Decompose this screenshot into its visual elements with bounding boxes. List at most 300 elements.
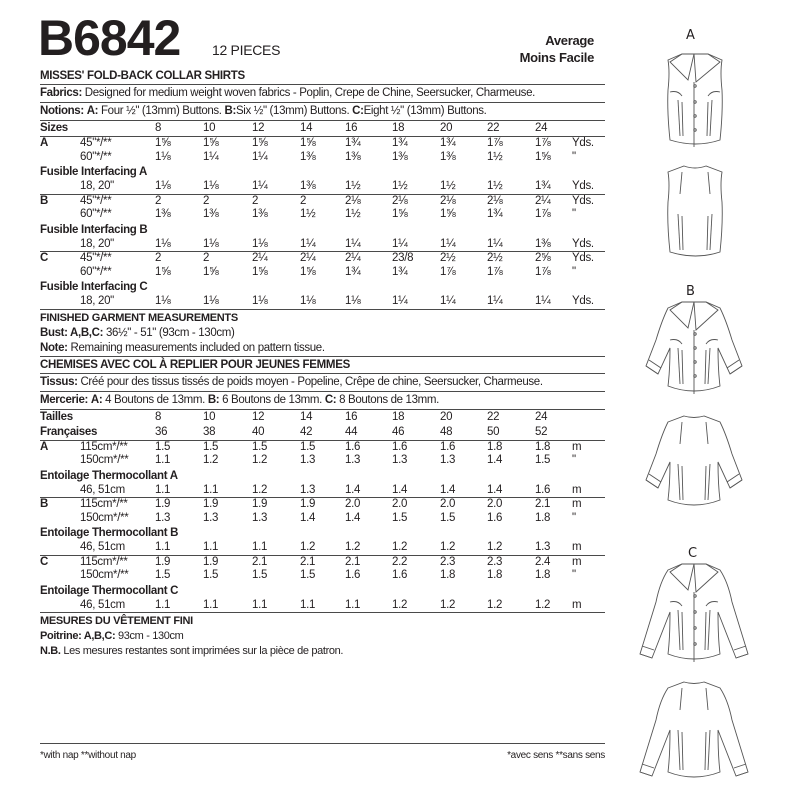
footnote-en: *with nap **without nap xyxy=(40,750,136,761)
cell: 1.1 xyxy=(203,483,219,496)
cell: 2.1 xyxy=(300,555,316,568)
unit: " xyxy=(572,265,576,278)
english-title: MISSES' FOLD-BACK COLLAR SHIRTS xyxy=(40,70,245,82)
cell: 1⅜ xyxy=(440,150,456,163)
mercerie-a-label: A: xyxy=(90,393,103,406)
cell: 1.3 xyxy=(535,541,551,553)
unit: " xyxy=(572,454,576,466)
cell: 23/8 xyxy=(392,252,414,264)
cell: 1.2 xyxy=(487,541,503,553)
cell: 1½ xyxy=(392,180,408,192)
cell: 1.9 xyxy=(155,498,171,510)
cell: 2.1 xyxy=(535,498,551,510)
cell: 2¼ xyxy=(300,252,316,264)
view-label: C xyxy=(40,555,49,568)
table-row xyxy=(40,512,605,526)
metrage-view-c xyxy=(40,556,605,613)
unit: Yds. xyxy=(572,252,594,264)
cell: 1⅞ xyxy=(487,265,503,278)
fabrics-label: Fabrics: xyxy=(40,87,82,99)
cell: 1¾ xyxy=(345,137,361,149)
cell: 1.1 xyxy=(155,483,171,496)
table-row xyxy=(40,195,605,209)
cell: 1⅝ xyxy=(300,137,316,149)
nb-text: Les mesures restantes sont imprimées sur la pièce de patron. xyxy=(63,645,344,657)
french-size-col: 48 xyxy=(440,425,453,438)
cell: 1.1 xyxy=(252,598,268,611)
size-col: 8 xyxy=(155,122,162,134)
cell: 1⅛ xyxy=(300,295,316,307)
cell: 2⅛ xyxy=(440,194,456,207)
tissus-text: Créé pour des tissus tissés de poids moyen - Popeline, Crêpe de chine, Seersucker, Charmeuse. xyxy=(80,375,543,388)
unit: Yds. xyxy=(572,137,594,149)
interfacing-label-row xyxy=(40,222,605,238)
interfacing-label-row xyxy=(40,279,605,295)
cell: 1⅞ xyxy=(535,137,551,149)
cell: 2.3 xyxy=(440,555,456,568)
table-row xyxy=(40,569,605,583)
french-size-col: 36 xyxy=(155,425,168,438)
cell: 1.5 xyxy=(203,440,219,453)
cell: 1.1 xyxy=(300,598,316,611)
cell: 2 xyxy=(300,194,307,207)
mercerie-c: 8 Boutons de 13mm. xyxy=(339,393,439,406)
cell: 1¼ xyxy=(252,150,268,163)
cell: 1¼ xyxy=(252,180,268,192)
cell: 1.8 xyxy=(440,569,456,581)
unit: " xyxy=(572,511,576,524)
size-col: 20 xyxy=(440,122,453,134)
cell: 1⅛ xyxy=(155,180,171,192)
cell: 1.1 xyxy=(203,598,219,611)
cell: 1.2 xyxy=(440,541,456,553)
nb-line xyxy=(40,644,605,659)
cell: 1.6 xyxy=(535,483,551,496)
fabric-width: 60"*/** xyxy=(80,150,112,163)
cell: 1⅜ xyxy=(345,150,361,163)
interfacing-label-row xyxy=(40,164,605,180)
table-row xyxy=(40,137,605,151)
unit: m xyxy=(572,483,582,496)
cell: 1⅜ xyxy=(252,208,268,220)
size-col: 10 xyxy=(203,410,216,423)
cell: 1.5 xyxy=(252,569,268,581)
cell: 1.1 xyxy=(155,598,171,611)
cell: 2⅝ xyxy=(535,252,551,264)
size-col: 8 xyxy=(155,410,162,423)
cell: 1¼ xyxy=(392,295,408,307)
unit: Yds. xyxy=(572,194,594,207)
fabric-width: 45"*/** xyxy=(80,252,112,264)
size-col: 18 xyxy=(392,410,405,423)
unit: m xyxy=(572,541,582,553)
table-row xyxy=(40,454,605,468)
pattern-number: B6842 xyxy=(38,10,181,66)
size-col: 14 xyxy=(300,410,313,423)
tissus-label: Tissus: xyxy=(40,375,78,388)
size-col: 12 xyxy=(252,410,265,423)
size-col: 24 xyxy=(535,122,548,134)
cell: 1.2 xyxy=(300,541,316,553)
french-finished-title: MESURES DU VÊTEMENT FINI xyxy=(40,615,193,627)
bust-label: Bust: A,B,C: xyxy=(40,326,104,339)
cell: 1.9 xyxy=(300,498,316,510)
cell: 1½ xyxy=(300,208,316,220)
cell: 1½ xyxy=(487,180,503,192)
cell: 2.0 xyxy=(440,498,456,510)
view-label: A xyxy=(40,440,49,453)
cell: 1.1 xyxy=(345,598,361,611)
cell: 2 xyxy=(203,252,210,264)
fabric-width: 45"*/** xyxy=(80,137,112,149)
cell: 1½ xyxy=(345,208,361,220)
cell: 2 xyxy=(203,194,210,207)
cell: 2¼ xyxy=(345,252,361,264)
cell: 1¼ xyxy=(300,237,316,250)
cell: 1⅝ xyxy=(203,265,219,278)
cell: 1.8 xyxy=(535,511,551,524)
footer-divider xyxy=(40,743,605,744)
cell: 1.1 xyxy=(203,541,219,553)
cell: 1.2 xyxy=(252,454,268,466)
note-line xyxy=(40,341,605,356)
metrage-view-a xyxy=(40,441,605,498)
french-title: CHEMISES AVEC COL À REPLIER POUR JEUNES FEMMES xyxy=(40,358,350,371)
unit: Yds. xyxy=(572,180,594,192)
view-b-back-illustration xyxy=(634,414,754,514)
size-col: 22 xyxy=(487,410,500,423)
french-size-col: 46 xyxy=(392,425,405,438)
cell: 1.3 xyxy=(345,454,361,466)
cell: 2.3 xyxy=(487,555,503,568)
cell: 1.3 xyxy=(252,511,268,524)
cell: 1⅛ xyxy=(203,180,219,192)
fabric-width: 115cm*/** xyxy=(80,440,128,453)
cell: 1.8 xyxy=(487,569,503,581)
cell: 1.9 xyxy=(203,555,219,568)
cell: 1⅝ xyxy=(203,137,219,149)
view-label: B xyxy=(40,498,49,510)
cell: 1.5 xyxy=(535,454,551,466)
tissus-line xyxy=(40,374,605,391)
table-row xyxy=(40,484,605,498)
interfacing-label: Fusible Interfacing B xyxy=(40,223,148,236)
cell: 1⅞ xyxy=(440,265,456,278)
cell: 1.5 xyxy=(155,569,171,581)
cell: 1.4 xyxy=(487,483,503,496)
cell: 1.5 xyxy=(203,569,219,581)
cell: 1⅝ xyxy=(535,150,551,163)
notions-a-label: A: xyxy=(86,105,99,117)
unit: m xyxy=(572,498,582,510)
pieces-count: 12 PIECES xyxy=(212,42,281,58)
metrage-view-b xyxy=(40,498,605,555)
size-col: 20 xyxy=(440,410,453,423)
cell: 1.6 xyxy=(392,440,408,453)
cell: 1⅛ xyxy=(155,150,171,163)
poitrine-value: 93cm - 130cm xyxy=(118,630,184,642)
cell: 1⅛ xyxy=(155,237,171,250)
cell: 1¼ xyxy=(440,237,456,250)
cell: 2.0 xyxy=(345,498,361,510)
cell: 1⅞ xyxy=(535,208,551,220)
cell: 1.5 xyxy=(392,511,408,524)
cell: 1.6 xyxy=(487,511,503,524)
fabric-width: 46, 51cm xyxy=(80,541,125,553)
cell: 1.8 xyxy=(535,440,551,453)
table-row xyxy=(40,295,605,309)
yardage-view-a xyxy=(40,137,605,194)
table-row xyxy=(40,252,605,266)
cell: 2⅛ xyxy=(392,194,408,207)
cell: 1⅜ xyxy=(155,208,171,220)
cell: 1.8 xyxy=(535,569,551,581)
cell: 1⅝ xyxy=(392,208,408,220)
cell: 1¼ xyxy=(487,237,503,250)
size-col: 10 xyxy=(203,122,216,134)
cell: 1.4 xyxy=(345,511,361,524)
cell: 1½ xyxy=(440,180,456,192)
table-row xyxy=(40,541,605,555)
french-size-col: 44 xyxy=(345,425,358,438)
table-row xyxy=(40,266,605,280)
cell: 1.4 xyxy=(345,483,361,496)
cell: 1.5 xyxy=(300,569,316,581)
table-row xyxy=(40,238,605,252)
cell: 1⅛ xyxy=(155,295,171,307)
cell: 1⅛ xyxy=(252,237,268,250)
cell: 2.1 xyxy=(252,555,268,568)
cell: 1.1 xyxy=(155,541,171,553)
bust-line xyxy=(40,326,605,341)
view-c-front-illustration xyxy=(624,562,764,672)
fabric-width: 46, 51cm xyxy=(80,483,125,496)
interfacing-label-row xyxy=(40,525,605,541)
cell: 1⅛ xyxy=(203,295,219,307)
view-a-label: A xyxy=(686,28,695,43)
cell: 1.5 xyxy=(300,440,316,453)
unit: " xyxy=(572,208,576,220)
cell: 1.9 xyxy=(252,498,268,510)
cell: 1¾ xyxy=(392,265,408,278)
cell: 1.3 xyxy=(203,511,219,524)
cell: 2.0 xyxy=(487,498,503,510)
notions-c-label: C: xyxy=(352,105,364,117)
tailles-label: Tailles xyxy=(40,410,73,423)
footnote-fr: *avec sens **sans sens xyxy=(507,750,605,761)
cell: 1.9 xyxy=(203,498,219,510)
bust-value: 36½" - 51" (93cm - 130cm) xyxy=(105,326,235,339)
sizes-header-row xyxy=(40,121,605,136)
cell: 1.5 xyxy=(155,440,171,453)
cell: 1¼ xyxy=(203,150,219,163)
cell: 2⅛ xyxy=(345,194,361,207)
yardage-view-b xyxy=(40,195,605,252)
cell: 1½ xyxy=(487,150,503,163)
size-col: 14 xyxy=(300,122,313,134)
mercerie-c-label: C: xyxy=(324,393,337,406)
table-row xyxy=(40,208,605,222)
difficulty-rating xyxy=(520,32,594,66)
cell: 1.4 xyxy=(300,511,316,524)
fabric-width: 150cm*/** xyxy=(80,511,129,524)
size-col: 22 xyxy=(487,122,500,134)
cell: 2.1 xyxy=(345,555,361,568)
cell: 1.6 xyxy=(392,569,408,581)
cell: 1.6 xyxy=(345,440,361,453)
interfacing-label: Entoilage Thermocollant B xyxy=(40,527,179,539)
fabric-width: 60"*/** xyxy=(80,208,112,220)
fabric-width: 18, 20" xyxy=(80,180,114,192)
cell: 1.3 xyxy=(300,454,316,466)
notions-c: Eight ½" (13mm) Buttons. xyxy=(363,105,487,117)
cell: 1.5 xyxy=(252,440,268,453)
cell: 1⅝ xyxy=(155,137,171,149)
mercerie-label: Mercerie: xyxy=(40,393,88,406)
interfacing-label-row xyxy=(40,583,605,599)
view-a-front-illustration xyxy=(660,52,730,152)
interfacing-label: Fusible Interfacing C xyxy=(40,281,148,293)
poitrine-label: Poitrine: A,B,C: xyxy=(40,630,116,642)
cell: 2 xyxy=(155,194,162,207)
cell: 1¾ xyxy=(392,137,408,149)
table-row xyxy=(40,498,605,512)
cell: 1.8 xyxy=(487,440,503,453)
cell: 1⅛ xyxy=(252,295,268,307)
cell: 1.3 xyxy=(440,454,456,466)
cell: 1⅛ xyxy=(345,295,361,307)
cell: 1.4 xyxy=(440,483,456,496)
interfacing-label: Entoilage Thermocollant C xyxy=(40,584,179,597)
francaises-label: Françaises xyxy=(40,425,98,438)
fabric-width: 18, 20" xyxy=(80,237,114,250)
view-b-label: B xyxy=(686,284,695,299)
unit: " xyxy=(572,569,576,581)
cell: 1.2 xyxy=(440,598,456,611)
french-size-col: 40 xyxy=(252,425,265,438)
cell: 1⅜ xyxy=(392,150,408,163)
fabric-width: 115cm*/** xyxy=(80,498,128,510)
cell: 2.2 xyxy=(392,555,408,568)
view-a-back-illustration xyxy=(660,164,730,264)
fabric-width: 150cm*/** xyxy=(80,569,129,581)
cell: 1¼ xyxy=(392,237,408,250)
cell: 1¾ xyxy=(487,208,503,220)
size-col: 12 xyxy=(252,122,265,134)
note-text: Remaining measurements included on pattern tissue. xyxy=(70,341,325,354)
cell: 1⅜ xyxy=(535,237,551,250)
cell: 2½ xyxy=(487,252,503,264)
french-size-col: 52 xyxy=(535,425,548,438)
cell: 1⅜ xyxy=(300,150,316,163)
view-c-label: C xyxy=(688,546,698,561)
notions-line xyxy=(40,103,605,120)
cell: 2.0 xyxy=(392,498,408,510)
mercerie-line xyxy=(40,392,605,409)
cell: 1¾ xyxy=(440,137,456,149)
fabric-width: 18, 20" xyxy=(80,295,114,307)
cell: 1.3 xyxy=(155,511,171,524)
notions-label: Notions: xyxy=(40,105,84,117)
cell: 1⅝ xyxy=(300,265,316,278)
table-row xyxy=(40,556,605,570)
cell: 2.4 xyxy=(535,555,551,568)
fabric-width: 150cm*/** xyxy=(80,454,129,466)
size-col: 16 xyxy=(345,122,358,134)
cell: 1.1 xyxy=(252,541,268,553)
cell: 1⅝ xyxy=(252,265,268,278)
size-col: 18 xyxy=(392,122,405,134)
view-label: B xyxy=(40,194,49,207)
cell: 2 xyxy=(252,194,259,207)
difficulty-en: Average xyxy=(545,33,594,48)
unit: " xyxy=(572,150,576,163)
tailles-header-row xyxy=(40,410,605,425)
poitrine-line xyxy=(40,629,605,644)
cell: 1¼ xyxy=(440,295,456,307)
cell: 2 xyxy=(155,252,162,264)
cell: 1⅜ xyxy=(203,208,219,220)
unit: m xyxy=(572,555,582,568)
cell: 1⅞ xyxy=(487,137,503,149)
cell: 1¾ xyxy=(535,180,551,192)
notions-b: Six ½" (13mm) Buttons. xyxy=(235,105,350,117)
cell: 1.2 xyxy=(345,541,361,553)
cell: 1⅝ xyxy=(440,208,456,220)
notions-b-label: B: xyxy=(224,105,236,117)
yardage-view-c xyxy=(40,252,605,309)
fabric-width: 45"*/** xyxy=(80,194,112,207)
unit: m xyxy=(572,598,582,611)
cell: 1¼ xyxy=(345,237,361,250)
french-size-col: 42 xyxy=(300,425,313,438)
view-c-back-illustration xyxy=(624,680,764,790)
nb-label: N.B. xyxy=(40,645,61,657)
unit: Yds. xyxy=(572,237,594,250)
cell: 1.2 xyxy=(392,598,408,611)
fabric-width: 46, 51cm xyxy=(80,598,125,611)
cell: 2⅛ xyxy=(487,194,503,207)
note-label: Note: xyxy=(40,341,68,354)
cell: 1.2 xyxy=(252,483,268,496)
view-label: A xyxy=(40,137,49,149)
size-col: 24 xyxy=(535,410,548,423)
cell: 1.2 xyxy=(535,598,551,611)
cell: 2½ xyxy=(440,252,456,264)
english-section xyxy=(40,68,605,659)
cell: 1.6 xyxy=(345,569,361,581)
size-col: 16 xyxy=(345,410,358,423)
mercerie-b-label: B: xyxy=(207,393,220,406)
interfacing-label: Entoilage Thermocollant A xyxy=(40,469,178,482)
table-row xyxy=(40,441,605,455)
interfacing-label: Fusible Interfacing A xyxy=(40,166,148,178)
finished-measurements-title: FINISHED GARMENT MEASUREMENTS xyxy=(40,311,238,324)
cell: 1⅜ xyxy=(300,180,316,192)
cell: 1⅝ xyxy=(155,265,171,278)
mercerie-a: 4 Boutons de 13mm. xyxy=(105,393,205,406)
view-label: C xyxy=(40,252,49,264)
cell: 2¼ xyxy=(535,194,551,207)
cell: 1.4 xyxy=(392,483,408,496)
cell: 1¼ xyxy=(487,295,503,307)
francaises-header-row xyxy=(40,425,605,440)
view-b-front-illustration xyxy=(634,300,754,400)
fabrics-text: Designed for medium weight woven fabrics - Poplin, Crepe de Chine, Seersucker, Charmeuse. xyxy=(84,87,535,99)
cell: 1⅝ xyxy=(252,137,268,149)
fabric-width: 60"*/** xyxy=(80,265,112,278)
cell: 1¾ xyxy=(345,265,361,278)
